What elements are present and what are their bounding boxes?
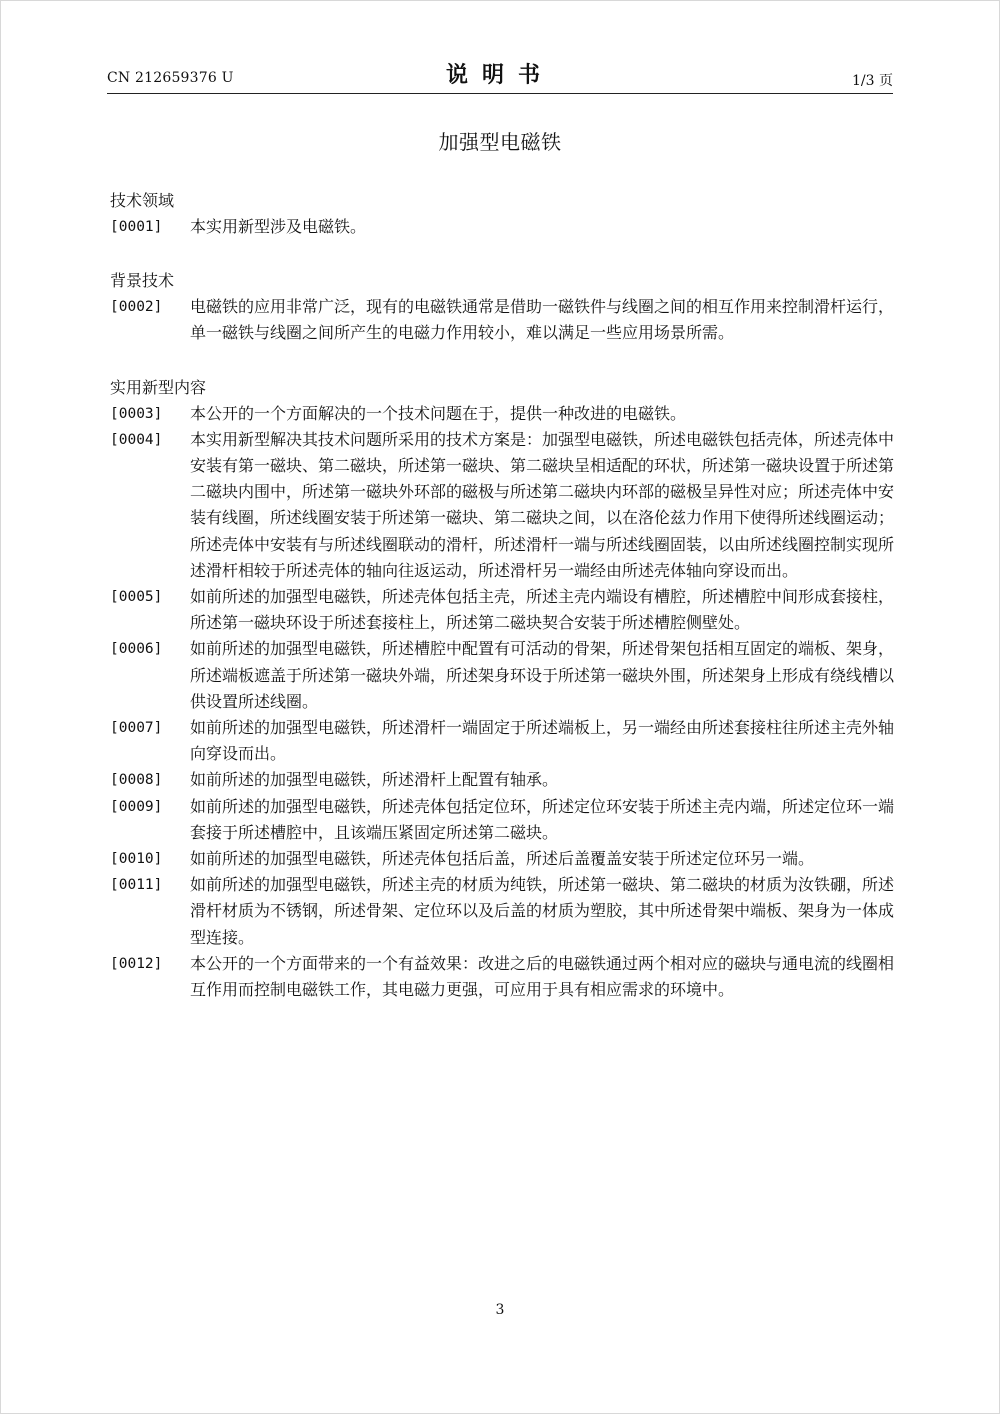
page-header: [107, 58, 893, 92]
paragraph: [110, 294, 894, 346]
paragraph: [110, 636, 894, 715]
section-heading: 技术领域: [110, 191, 175, 210]
paragraph-number: [0005]: [110, 589, 163, 606]
paragraph-text: 本实用新型解决其技术问题所采用的技术方案是：加强型电磁铁，所述电磁铁包括壳体，所述壳体中安装有第一磁块、第二磁块，所述第一磁块、第二磁块呈相适配的环状，所述第一磁块设置于所述第二磁块内围中，所述第一磁块外环部的磁极与所述第二磁块内环部的磁极呈异性对应；所述壳体中安装有线圈，所述线圈安装于所述第一磁块、第二磁块之间，以在洛伦兹力作用下使得所述线圈运动；所述壳体中安装有与所述线圈联动的滑杆，所述滑杆一端与所述线圈固装，以由所述线圈控制实现所述滑杆相较于所述壳体的轴向往返运动，所述滑杆另一端经由所述壳体轴向穿设而出。: [190, 429, 895, 580]
paragraph-number: [0012]: [110, 955, 163, 972]
document-title: 加强型电磁铁: [438, 130, 562, 154]
paragraph-text: 如前所述的加强型电磁铁，所述壳体包括主壳，所述主壳内端设有槽腔，所述槽腔中间形成套接柱，所述第一磁块环设于所述套接柱上，所述第二磁块契合安装于所述槽腔侧壁处。: [190, 587, 895, 633]
paragraph-text: 本公开的一个方面带来的一个有益效果：改进之后的电磁铁通过两个相对应的磁块与通电流的线圈相互作用而控制电磁铁工作，其电磁力更强，可应用于具有相应需求的环境中。: [190, 953, 895, 1000]
paragraph: [110, 715, 894, 767]
header-divider: [107, 93, 893, 94]
document-type: 说明书: [445, 62, 554, 88]
paragraph-number: [0004]: [110, 431, 163, 448]
page-number: 3: [495, 1302, 505, 1318]
paragraph-text: 如前所述的加强型电磁铁，所述滑杆一端固定于所述端板上，另一端经由所述套接柱往所述主壳外轴向穿设而出。: [190, 718, 895, 764]
paragraph-number: [0003]: [110, 405, 163, 422]
paragraph: [110, 872, 894, 951]
paragraph: [110, 584, 894, 636]
paragraph: [110, 794, 894, 846]
section-technical-field: [110, 188, 894, 240]
paragraph-text: 如前所述的加强型电磁铁，所述主壳的材质为纯铁，所述第一磁块、第二磁块的材质为汝铁硼，所述滑杆材质为不锈钢，所述骨架、定位环以及后盖的材质为塑胶，其中所述骨架中端板、架身为一体成型连接。: [190, 875, 895, 947]
document-number: CN 212659376 U: [107, 70, 234, 86]
section-heading: 实用新型内容: [110, 377, 207, 397]
paragraph-text: 如前所述的加强型电磁铁，所述滑杆上配置有轴承。: [190, 770, 559, 790]
paragraph-number: [0011]: [110, 877, 163, 894]
paragraph: [110, 401, 894, 427]
paragraph-number: [0006]: [110, 641, 163, 658]
paragraph-text: 如前所述的加强型电磁铁，所述壳体包括定位环，所述定位环安装于所述主壳内端，所述定位环一端套接于所述槽腔中，且该端压紧固定所述第二磁块。: [190, 796, 895, 842]
paragraph-number: [0007]: [110, 720, 163, 737]
paragraph-text: 电磁铁的应用非常广泛，现有的电磁铁通常是借助一磁铁件与线圈之间的相互作用来控制滑杆运行，单一磁铁与线圈之间所产生的电磁力作用较小，难以满足一些应用场景所需。: [190, 297, 895, 343]
paragraph-text: 本实用新型涉及电磁铁。: [190, 217, 367, 236]
section-background-art: [110, 268, 894, 346]
paragraph: [110, 767, 894, 793]
paragraph-number: [0002]: [110, 299, 163, 316]
paragraph: [110, 846, 894, 872]
document-body: [110, 188, 894, 1003]
paragraph-text: 如前所述的加强型电磁铁，所述槽腔中配置有可活动的骨架，所述骨架包括相互固定的端板、架身，所述端板遮盖于所述第一磁块外端，所述架身环设于所述第一磁块外围，所述架身上形成有绕线槽以供设置所述线圈。: [190, 639, 895, 711]
page-indicator: 1/3 页: [852, 73, 893, 89]
paragraph-number: [0001]: [110, 219, 163, 235]
section-utility-model-content: [110, 375, 894, 1004]
paragraph-number: [0008]: [110, 772, 163, 789]
paragraph: [110, 427, 894, 584]
paragraph: [110, 214, 894, 240]
paragraph-text: 本公开的一个方面解决的一个技术问题在于，提供一种改进的电磁铁。: [190, 403, 687, 423]
paragraph-number: [0009]: [110, 798, 163, 815]
section-heading: 背景技术: [110, 271, 175, 291]
paragraph-text: 如前所述的加强型电磁铁，所述壳体包括后盖，所述后盖覆盖安装于所述定位环另一端。: [190, 849, 815, 869]
paragraph: [110, 951, 894, 1003]
paragraph-number: [0010]: [110, 851, 163, 868]
